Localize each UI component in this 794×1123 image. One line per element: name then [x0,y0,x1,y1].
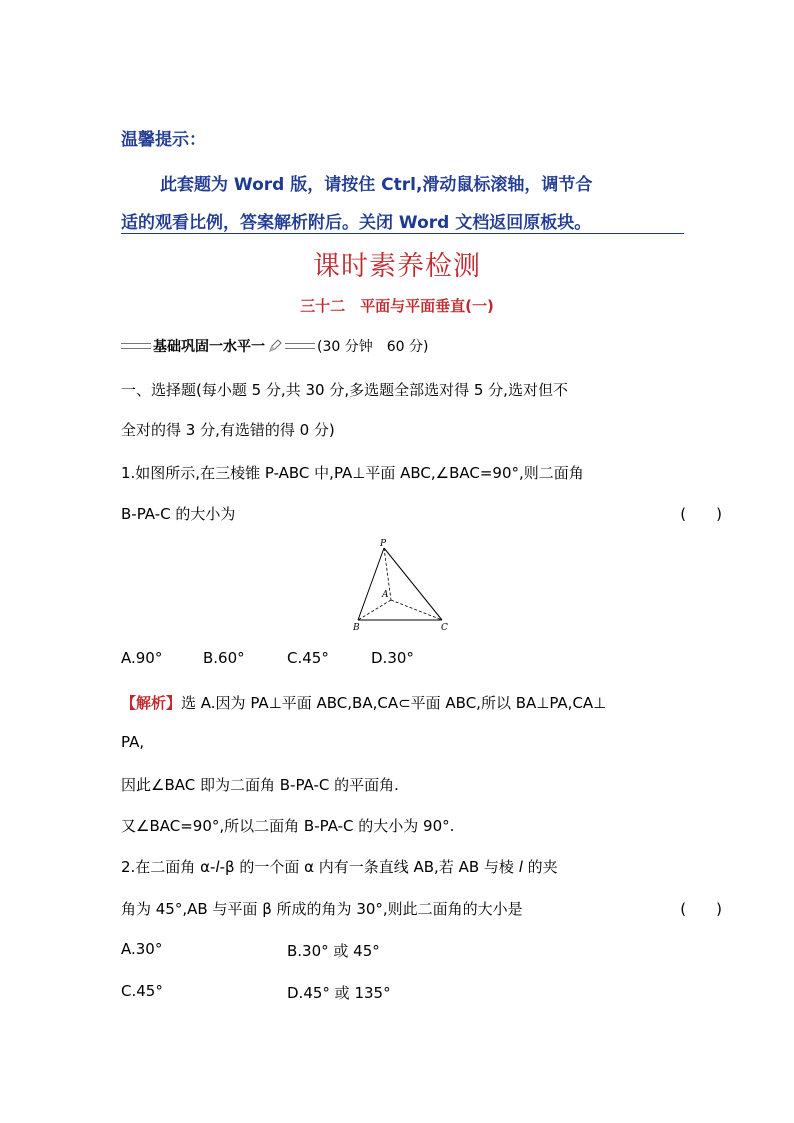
section-time: (30 分钟 60 分) [317,339,429,355]
q2-option-b: B.30° 或 45° [287,942,380,960]
q1-option-a: A.90° [121,649,163,667]
q1-line2: B-PA-C 的大小为 [121,505,236,523]
tip-heading: 温馨提示： [121,130,206,150]
q2-edge-l-2: l [518,858,523,876]
part1-line2: 全对的得 3 分,有选错的得 0 分) [121,421,335,439]
page-title: 课时素养检测 [313,251,481,282]
tip-line-1: 此套题为 Word 版，请按住 Ctrl,滑动鼠标滚轴，调节合 [160,175,593,195]
q2-option-d: D.45° 或 135° [287,984,391,1002]
q1-answer-paren: ( ) [680,505,722,523]
q2-line1-b: -β 的一个面 α 内有一条直线 AB,若 AB 与棱 [219,858,519,876]
q2-option-c: C.45° [121,982,163,1000]
q1-tetrahedron-figure [340,536,460,636]
double-rule-right [285,343,315,349]
part1-line1: 一、选择题(每小题 5 分,共 30 分,多选题全部选对得 5 分,选对但不 [121,381,568,399]
pencil-icon [267,338,283,354]
q2-line1-c: 的夹 [522,858,558,876]
q2-option-a: A.30° [121,940,163,958]
analysis-line3: 因此∠BAC 即为二面角 B-PA-C 的平面角. [121,776,399,794]
q2-edge-l: l [215,858,220,876]
tip-line-2: 适的观看比例，答案解析附后。关闭 Word 文档返回原板块。 [121,213,592,233]
q2-line2: 角为 45°,AB 与平面 β 所成的角为 30°,则此二面角的大小是 [121,900,523,918]
q2-answer-paren: ( ) [680,900,722,918]
q1-line1: 1.如图所示,在三棱锥 P-ABC 中,PA⊥平面 ABC,∠BAC=90°,则二面角 [121,464,584,482]
edge-PB [358,548,384,620]
edge-AB [358,600,391,620]
q1-option-c: C.45° [287,649,329,667]
edge-PC [384,548,442,620]
q1-option-b: B.60° [203,649,245,667]
analysis-tag: 【解析】 [121,694,182,712]
section-header [121,336,428,356]
analysis-line2: PA, [121,733,145,751]
label-A: A [382,590,389,600]
label-P: P [380,539,387,549]
q2-line1-a: 2.在二面角 α- [121,858,216,876]
lesson-subtitle: 三十二 平面与平面垂直(一) [300,297,494,315]
tip-underline [121,233,684,234]
double-rule-left [121,343,151,349]
q2-line1 [121,856,558,877]
analysis-line1 [121,692,606,713]
q1-option-d: D.30° [371,649,414,667]
section-label: 基础巩固一水平一 [153,339,265,355]
label-C: C [441,623,448,633]
analysis-line4: 又∠BAC=90°,所以二面角 B-PA-C 的大小为 90°. [121,817,455,835]
analysis-text-1: 选 A.因为 PA⊥平面 ABC,BA,CA⊂平面 ABC,所以 BA⊥PA,CA⊥ [181,694,607,712]
label-B: B [353,623,360,633]
